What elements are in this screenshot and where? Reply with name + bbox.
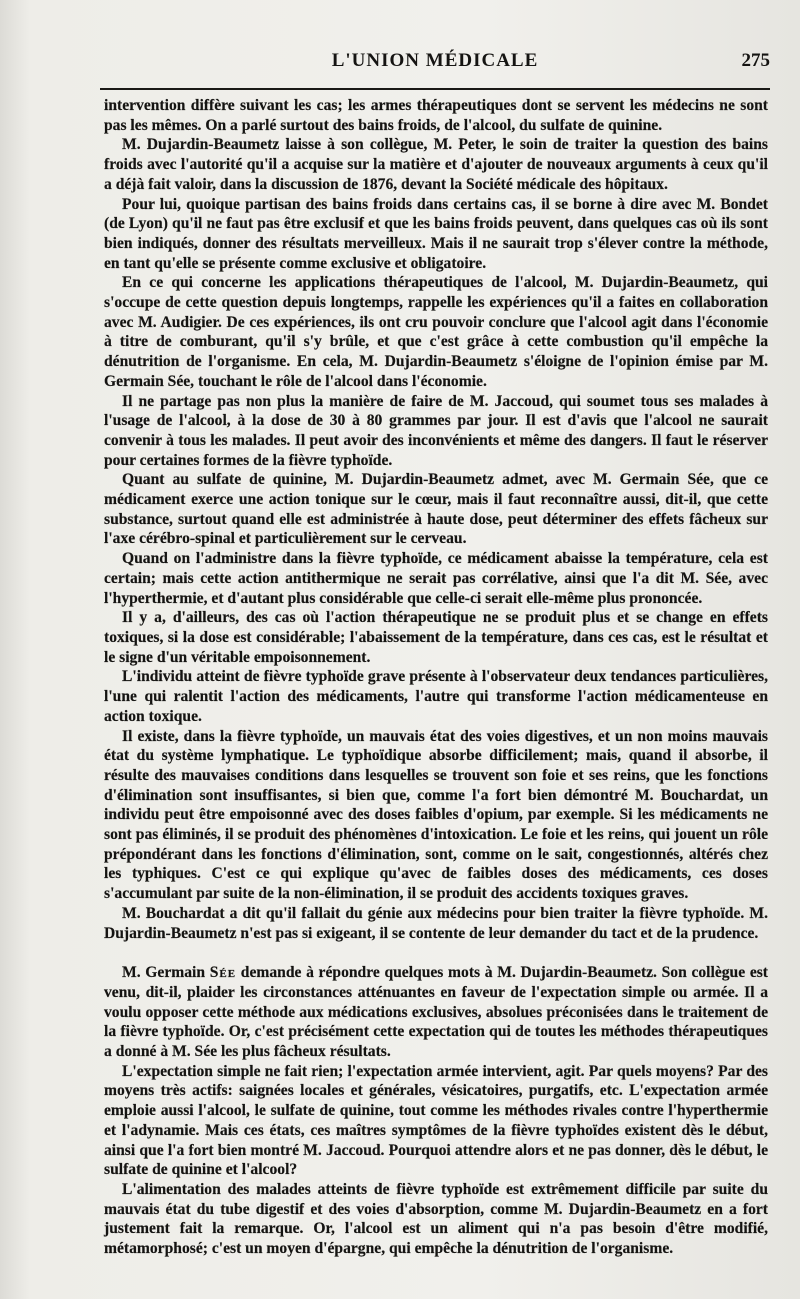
paragraph: L'individu atteint de fièvre typhoïde grave présente à l'observateur deux tendances particulières, l'une qui ralentit l'action des médicaments, l'autre qui transforme l'action médicamenteuse en action toxique. xyxy=(104,668,768,725)
paragraph: L'expectation simple ne fait rien; l'expectation armée intervient, agit. Par quels moyens? Par des moyens très actifs: saignées locales et générales, vésicatoires, purgatifs, etc. L'expectation armée emploie aussi l'alcool, le sulfate de quinine, tout comme les méthodes rivales contre l'hyperthermie et l'adynamie. Mais ces états, ces maîtres symptômes de la fièvre typhoïdes existent dès le début, ainsi que l'a fort bien montré M. Jaccoud. Pourquoi attendre alors et ne pas donner, dès le début, le sulfate de quinine et l'alcool? xyxy=(104,1062,768,1179)
paragraph: L'alimentation des malades atteints de fièvre typhoïde est extrêmement difficile par suite du mauvais état du tube digestif et des voies d'absorption, comme M. Dujardin-Beaumetz en a fort justement fait la remarque. Or, l'alcool est un aliment qui n'a pas besoin d'être modifié, métamorphosé; c'est un moyen d'épargne, qui empêche la dénutrition de l'organisme. xyxy=(104,1180,768,1258)
paragraph-text: demande à répondre quelques mots à M. Dujardin-Beaumetz. Son collègue est venu, dit-il, plaider les circonstances atténuantes en faveur de l'expectation simple ou armée. Il a voulu opposer cette méthode aux médications exclusives, absolues préconisées dans le traitement de la fièvre typhoïde. Or, c'est précisément cette expectation qui de toutes les méthodes thérapeutiques a donné à M. Sée les plus fâcheux résultats. xyxy=(104,964,768,1061)
running-title: L'UNION MÉDICALE xyxy=(331,50,539,71)
paragraph xyxy=(104,963,768,1062)
paragraph: intervention diffère suivant les cas; les armes thérapeutiques dont se servent les médecins ne sont pas les mêmes. On a parlé surtout des bains froids, de l'alcool, du sulfate de quinine. xyxy=(104,97,768,134)
paragraph: Il existe, dans la fièvre typhoïde, un mauvais état des voies digestives, et un non moins mauvais état du système lymphatique. Le typhoïdique absorbe difficilement; mais, quand il absorbe, il résulte des mauvaises conditions dans lesquelles se trouvent son foie et ses reins, que les fonctions d'élimination sont insuffisantes, si bien que, comme l'a fort bien démontré M. Bouchardat, un individu peut être empoisonné avec des doses faibles d'opium, par exemple. Si les médicaments ne sont pas éliminés, il se produit des phénomènes d'intoxication. Le foie et les reins, qui jouent un rôle prépondérant dans les fonctions d'élimination, sont, comme on le sait, congestionnés, altérés chez les typhiques. C'est ce qui explique qu'avec de faibles doses des médicaments, ces doses s'accumulant par suite de la non-élimination, il se produit des accidents toxiques graves. xyxy=(104,727,768,903)
speaker-name: Sée xyxy=(209,964,237,982)
paragraph: M. Dujardin-Beaumetz laisse à son collègue, M. Peter, le soin de traiter la question des bains froids avec l'autorité qu'il a acquise sur la matière et d'ajouter de nouveaux arguments à ceux qu'il a déjà fait valoir, dans la discussion de 1876, devant la Société médicale des hôpitaux. xyxy=(104,136,768,193)
header-rule xyxy=(100,88,770,90)
paragraph: Quand on l'administre dans la fièvre typhoïde, ce médicament abaisse la température, cela est certain; mais cette action antithermique ne serait pas corrélative, ainsi que l'a dit M. Sée, avec l'hyperthermie, et d'autant plus considérable que celle-ci serait elle-même plus prononcée. xyxy=(104,550,768,607)
paragraph: Il y a, d'ailleurs, des cas où l'action thérapeutique ne se produit plus et se change en effets toxiques, si la dose est considérable; l'abaissement de la température, dans ces cas, est le résultat et le signe d'un véritable empoisonnement. xyxy=(104,609,768,666)
paragraph: Il ne partage pas non plus la manière de faire de M. Jaccoud, qui soumet tous ses malades à l'usage de l'alcool, à la dose de 30 à 80 grammes par jour. Il est d'avis que l'alcool ne saurait convenir à tous les malades. Il peut avoir des inconvénients et même des dangers. Il faut le réserver pour certaines formes de la fièvre typhoïde. xyxy=(104,392,768,469)
page-number: 275 xyxy=(741,50,770,71)
paragraph: M. Bouchardat a dit qu'il fallait du génie aux médecins pour bien traiter la fièvre typhoïde. M. Dujardin-Beaumetz n'est pas si exigeant, il se contente de leur demander du tact et de la prudence. xyxy=(104,904,768,942)
article-body xyxy=(104,96,768,1259)
page-header xyxy=(100,48,770,78)
paragraph-text: M. Germain xyxy=(122,964,210,982)
paragraph: Quant au sulfate de quinine, M. Dujardin-Beaumetz admet, avec M. Germain Sée, que ce médicament exerce une action tonique sur le cœur, mais il faut reconnaître aussi, dit-il, que cette substance, surtout quand elle est administrée à haute dose, peut déterminer des effets fâcheux sur l'axe cérébro-spinal et particulièrement sur le cerveau. xyxy=(104,471,768,548)
paragraph: En ce qui concerne les applications thérapeutiques de l'alcool, M. Dujardin-Beaumetz, qui s'occupe de cette question depuis longtemps, rappelle les expériences qu'il a faites en collaboration avec M. Audigier. De ces expériences, ils ont cru pouvoir conclure que l'alcool agit dans l'économie à titre de comburant, qu'il s'y brûle, et que c'est grâce à cette combustion qu'il empêche la dénutrition de l'organisme. En cela, M. Dujardin-Beaumetz s'éloigne de l'opinion émise par M. Germain Sée, touchant le rôle de l'alcool dans l'économie. xyxy=(104,274,768,390)
paragraph: Pour lui, quoique partisan des bains froids dans certains cas, il se borne à dire avec M. Bondet (de Lyon) qu'il ne faut pas être exclusif et que les bains froids peuvent, dans quelques cas où ils sont bien indiqués, donner des résultats merveilleux. Mais il ne saurait trop s'élever contre la méthode, en tant qu'elle se présente comme exclusive et obligatoire. xyxy=(104,195,768,272)
